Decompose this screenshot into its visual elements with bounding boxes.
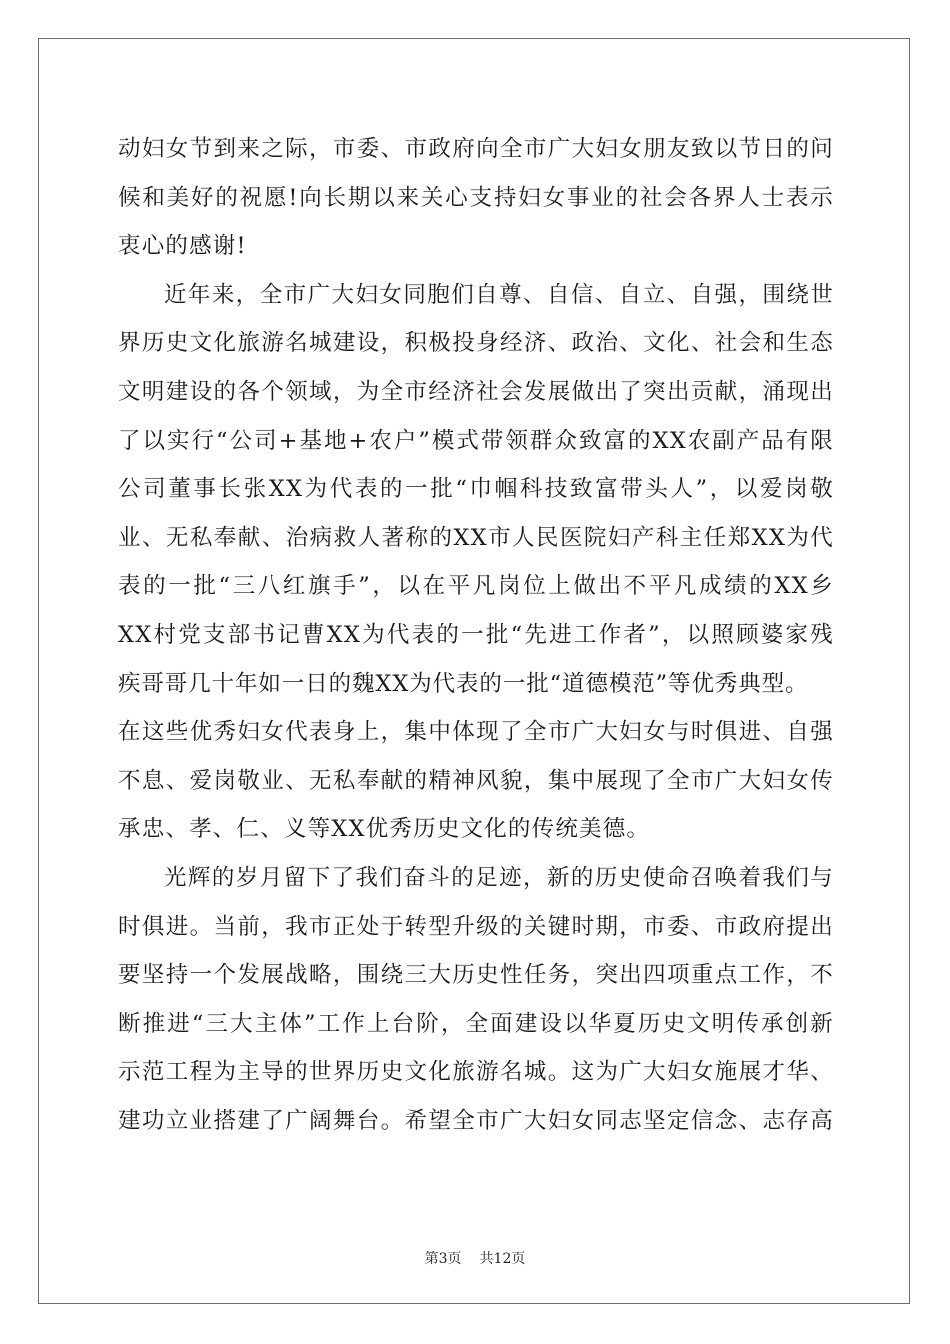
- page-footer: [0, 1248, 950, 1268]
- text-line: 公司董事长张XX为代表的一批“巾帼科技致富带头人”，以爱岗敬: [118, 476, 834, 503]
- text-line: 建功立业搭建了广阔舞台。希望全市广大妇女同志坚定信念、志存高: [118, 1107, 834, 1134]
- text-line: 承忠、孝、仁、义等XX优秀历史文化的传统美德。: [118, 816, 651, 843]
- text-line: 业、无私奉献、治病救人著称的XX市人民医院妇产科主任郑XX为代: [118, 524, 834, 551]
- page-total: 共12页: [479, 1251, 526, 1267]
- text-line: 要坚持一个发展战略，围绕三大历史性任务，突出四项重点工作，不: [118, 962, 834, 989]
- text-line: 示范工程为主导的世界历史文化旅游名城。这为广大妇女施展才华、: [118, 1059, 834, 1086]
- text-line: 候和美好的祝愿!向长期以来关心支持妇女事业的社会各界人士表示: [118, 184, 834, 211]
- text-line: XX村党支部书记曹XX为代表的一批“先进工作者”，以照顾婆家残: [118, 621, 834, 648]
- paragraph-first-line: 光辉的岁月留下了我们奋斗的足迹，新的历史使命召唤着我们与: [164, 864, 834, 891]
- text-line: 动妇女节到来之际，市委、市政府向全市广大妇女朋友致以节日的问: [118, 136, 834, 162]
- text-line: 界历史文化旅游名城建设，积极投身经济、政治、文化、社会和生态: [118, 330, 834, 357]
- text-line: 在这些优秀妇女代表身上，集中体现了全市广大妇女与时俱进、自强: [118, 719, 834, 746]
- paragraph-first-line: 近年来，全市广大妇女同胞们自尊、自信、自立、自强，围绕世: [164, 281, 834, 308]
- text-line: 疾哥哥几十年如一日的魏XX为代表的一批“道德模范”等优秀典型。: [118, 670, 809, 697]
- text-line: 表的一批“三八红旗手”，以在平凡岗位上做出不平凡成绩的XX乡: [118, 573, 834, 600]
- text-line: 了以实行“公司+基地+农户”模式带领群众致富的XX农副产品有限: [118, 427, 834, 454]
- text-line: 时俱进。当前，我市正处于转型升级的关键时期，市委、市政府提出: [118, 913, 834, 940]
- text-line: 文明建设的各个领域，为全市经济社会发展做出了突出贡献，涌现出: [118, 378, 834, 405]
- document-body: [118, 125, 834, 1145]
- text-line: 衷心的感谢!: [118, 233, 247, 260]
- page-number: 第3页: [424, 1251, 462, 1267]
- text-line: 断推进“三大主体”工作上台阶，全面建设以华夏历史文明传承创新: [118, 1010, 834, 1037]
- text-line: 不息、爱岗敬业、无私奉献的精神风貌，集中展现了全市广大妇女传: [118, 767, 834, 794]
